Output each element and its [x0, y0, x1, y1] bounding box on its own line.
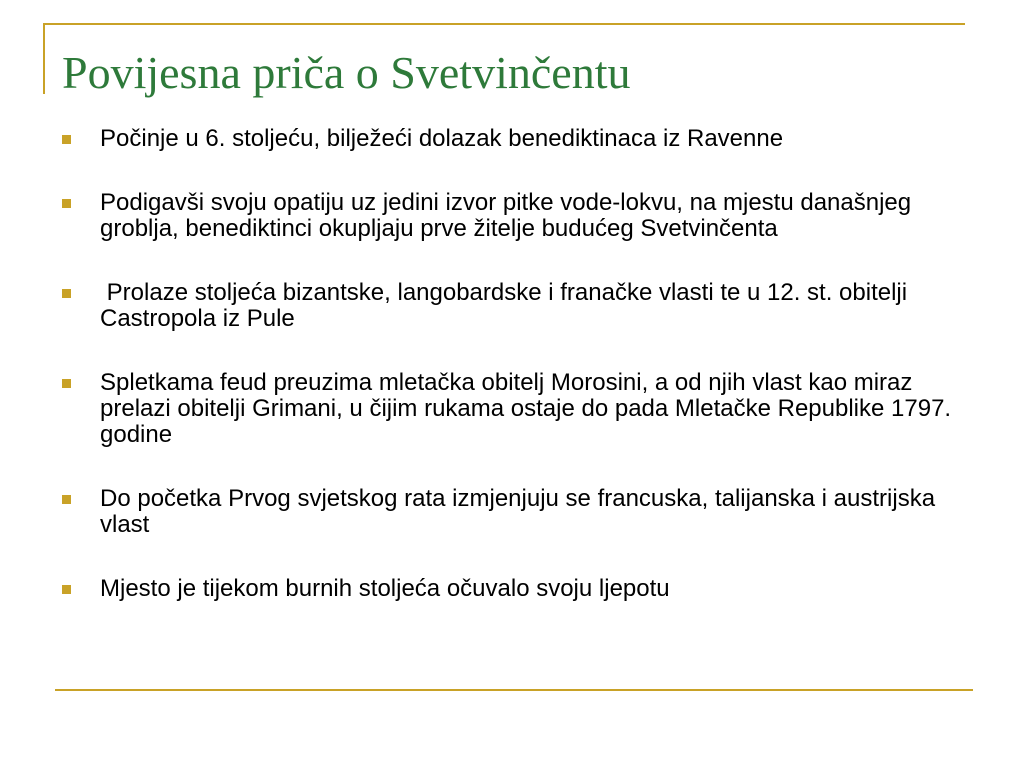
bullet-list [62, 126, 967, 602]
frame-bottom-line [55, 689, 973, 691]
square-bullet-icon [62, 585, 71, 594]
bullet-item [62, 370, 967, 448]
bullet-text: Počinje u 6. stoljeću, bilježeći dolazak benediktinaca iz Ravenne [100, 125, 784, 152]
square-bullet-icon [62, 379, 71, 388]
bullet-item [62, 486, 967, 538]
square-bullet-icon [62, 135, 71, 144]
bullet-item [62, 280, 967, 332]
bullet-item [62, 190, 967, 242]
bullet-text: Do početka Prvog svjetskog rata izmjenjuju se francuska, talijanska i austrijska vlast [100, 485, 936, 538]
bullet-item [62, 576, 967, 602]
square-bullet-icon [62, 495, 71, 504]
square-bullet-icon [62, 199, 71, 208]
bullet-text: Spletkama feud preuzima mletačka obitelj Morosini, a od njih vlast kao miraz prelazi obitelji Grimani, u čijim rukama ostaje do pada Mletačke Republike 1797. godine [100, 369, 952, 448]
frame-left-line [43, 23, 45, 94]
bullet-item [62, 126, 967, 152]
bullet-text: Mjesto je tijekom burnih stoljeća očuvalo svoju ljepotu [100, 575, 670, 602]
square-bullet-icon [62, 289, 71, 298]
frame-top-line [43, 23, 965, 25]
bullet-text: Prolaze stoljeća bizantske, langobardske i franačke vlasti te u 12. st. obitelji Castropola iz Pule [100, 279, 914, 332]
slide-title: Povijesna priča o Svetvinčentu [62, 47, 631, 98]
bullet-text: Podigavši svoju opatiju uz jedini izvor pitke vode-lokvu, na mjestu današnjeg groblja, benediktinci okupljaju prve žitelje budućeg Svetvinčenta [100, 189, 912, 242]
